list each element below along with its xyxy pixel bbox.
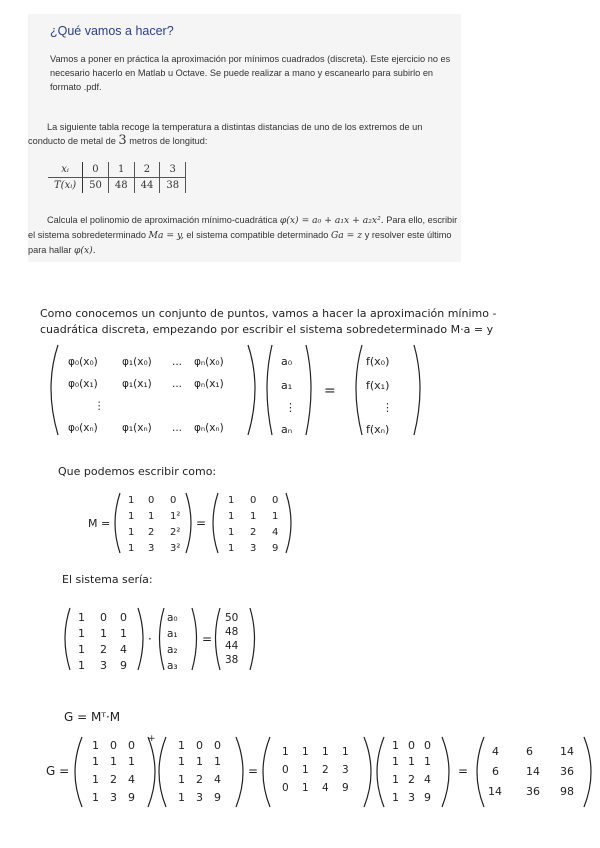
svg-text:1: 1: [100, 627, 107, 640]
svg-text:1: 1: [148, 511, 155, 522]
svg-text:1: 1: [392, 773, 399, 786]
handwritten-solution: [0, 285, 600, 848]
svg-text:3: 3: [408, 791, 415, 804]
svg-text:0: 0: [214, 739, 221, 752]
svg-text:0: 0: [148, 495, 155, 506]
svg-text:1: 1: [214, 755, 221, 768]
svg-text:1: 1: [228, 511, 235, 522]
svg-text:1: 1: [128, 527, 135, 538]
mt-matrix-1: [92, 739, 135, 804]
svg-text:f(x₀): f(x₀): [366, 355, 390, 368]
svg-text:1: 1: [128, 495, 135, 506]
svg-text:4: 4: [322, 782, 329, 794]
svg-text:1: 1: [250, 511, 257, 522]
svg-text:6: 6: [492, 765, 499, 778]
svg-text:a₀: a₀: [281, 355, 293, 368]
svg-text:1: 1: [322, 746, 329, 758]
svg-text:1: 1: [78, 611, 85, 624]
svg-text:1: 1: [178, 773, 185, 786]
svg-text:0: 0: [272, 495, 279, 506]
svg-text:0: 0: [196, 739, 203, 752]
svg-text:50: 50: [225, 612, 239, 624]
svg-text:1: 1: [196, 755, 203, 768]
svg-text:3: 3: [100, 659, 107, 672]
svg-text:2: 2: [322, 764, 329, 776]
svg-text:aₙ: aₙ: [281, 423, 293, 436]
svg-text:0: 0: [170, 495, 177, 506]
instructions-paragraph: Calcula el polinomio de aproximación mínimo-cuadrática φ(x) = a₀ + a₁x + a₂x². Para ello, escribir el sistema sobredeterminado Ma = y, el sistema compatible determinado Ga = z y resolver este último para hallar φ(x).: [28, 215, 458, 256]
svg-text:9: 9: [424, 791, 431, 804]
svg-text:φ₀(x₁): φ₀(x₁): [68, 378, 98, 390]
svg-text:⋮: ⋮: [382, 401, 393, 414]
solution-line-5: G = Mᵀ·M: [64, 710, 121, 724]
svg-text:3: 3: [148, 543, 155, 554]
svg-text:36: 36: [560, 765, 574, 778]
svg-text:f(x₁): f(x₁): [366, 379, 390, 392]
svg-text:f(xₙ): f(xₙ): [366, 423, 390, 436]
svg-text:0: 0: [120, 611, 127, 624]
page-title: ¿Qué vamos a hacer?: [50, 24, 174, 38]
svg-text:a₀: a₀: [167, 612, 178, 624]
svg-text:2: 2: [148, 527, 155, 538]
equals-sign: =: [248, 764, 259, 778]
svg-text:1: 1: [424, 755, 431, 768]
svg-text:1: 1: [272, 511, 279, 522]
svg-text:0: 0: [282, 782, 289, 794]
svg-text:2: 2: [110, 773, 117, 786]
phi-matrix: [68, 356, 224, 434]
g-label: G =: [46, 764, 70, 778]
svg-text:...: ...: [172, 378, 183, 390]
svg-text:...: ...: [172, 422, 183, 434]
table-cell: 50: [83, 178, 109, 194]
svg-text:1: 1: [128, 755, 135, 768]
svg-text:38: 38: [225, 654, 239, 666]
solution-line-1: Como conocemos un conjunto de puntos, vamos a hacer la aproximación mínimo -: [40, 307, 497, 320]
table-cell: 44: [134, 178, 160, 194]
m-label: M =: [88, 517, 111, 530]
svg-text:44: 44: [225, 640, 239, 652]
svg-text:14: 14: [488, 785, 502, 798]
svg-text:a₁: a₁: [167, 628, 178, 640]
temperature-table: [48, 162, 186, 193]
svg-text:φ₁(x₀): φ₁(x₀): [122, 356, 152, 368]
intro-paragraph: Vamos a poner en práctica la aproximación por mínimos cuadrados (discreta). Este ejercicio no es necesario hacerlo en Matlab u Octave. Se puede realizar a mano y escanearlo para subirlo en formato .pdf.: [50, 54, 451, 92]
svg-text:1: 1: [392, 791, 399, 804]
table-cell: 38: [160, 178, 186, 194]
svg-text:2: 2: [408, 773, 415, 786]
equals-sign: =: [458, 764, 469, 778]
svg-text:3²: 3²: [170, 543, 181, 554]
svg-text:2: 2: [100, 643, 107, 656]
svg-text:1: 1: [282, 746, 289, 758]
table-label-x: xᵢ: [48, 162, 83, 178]
svg-text:2: 2: [250, 527, 257, 538]
svg-text:1: 1: [128, 543, 135, 554]
y-vector: [225, 612, 239, 666]
svg-text:36: 36: [526, 785, 540, 798]
svg-text:1: 1: [92, 755, 99, 768]
svg-text:3: 3: [110, 791, 117, 804]
table-label-t: T(xᵢ): [48, 178, 83, 194]
svg-text:1: 1: [302, 746, 309, 758]
svg-text:1: 1: [408, 755, 415, 768]
transpose-mark: +: [148, 734, 156, 744]
svg-text:1: 1: [392, 755, 399, 768]
svg-text:2²: 2²: [170, 527, 181, 538]
svg-text:1: 1: [128, 511, 135, 522]
svg-text:4: 4: [272, 527, 279, 538]
svg-text:0: 0: [110, 739, 117, 752]
m-values-matrix: [228, 495, 278, 554]
coef-vector: [167, 612, 178, 672]
svg-text:a₃: a₃: [167, 660, 178, 672]
table-cell: 0: [83, 162, 109, 178]
svg-text:φ₀(xₙ): φ₀(xₙ): [68, 422, 98, 434]
svg-text:0: 0: [424, 739, 431, 752]
svg-text:0: 0: [100, 611, 107, 624]
svg-text:3: 3: [342, 764, 349, 776]
svg-text:1: 1: [92, 791, 99, 804]
svg-text:48: 48: [225, 626, 239, 638]
svg-text:4: 4: [214, 773, 221, 786]
svg-text:φ₁(x₁): φ₁(x₁): [122, 378, 152, 390]
svg-text:1: 1: [228, 527, 235, 538]
svg-text:φₙ(x₀): φₙ(x₀): [194, 356, 224, 368]
svg-text:9: 9: [272, 543, 279, 554]
svg-text:...: ...: [172, 356, 183, 368]
svg-text:1: 1: [78, 659, 85, 672]
svg-text:6: 6: [526, 745, 533, 758]
svg-text:1: 1: [178, 739, 185, 752]
svg-text:1: 1: [78, 643, 85, 656]
table-cell: 1: [108, 162, 134, 178]
equals-sign: =: [324, 383, 336, 399]
svg-text:1: 1: [302, 764, 309, 776]
multiply-dot: ·: [148, 632, 152, 646]
m-matrix-2: [178, 739, 221, 804]
svg-text:4: 4: [492, 745, 499, 758]
svg-text:1: 1: [178, 791, 185, 804]
svg-text:0: 0: [408, 739, 415, 752]
table-cell: 2: [134, 162, 160, 178]
svg-text:2: 2: [196, 773, 203, 786]
svg-text:a₁: a₁: [281, 379, 293, 392]
svg-text:1: 1: [78, 627, 85, 640]
svg-text:9: 9: [342, 782, 349, 794]
svg-text:0: 0: [282, 764, 289, 776]
svg-text:1: 1: [92, 739, 99, 752]
svg-text:14: 14: [526, 765, 540, 778]
svg-text:98: 98: [560, 785, 574, 798]
svg-text:9: 9: [120, 659, 127, 672]
svg-text:φ₁(xₙ): φ₁(xₙ): [122, 422, 152, 434]
m-powers-matrix: [128, 495, 180, 554]
svg-text:φ₀(x₀): φ₀(x₀): [68, 356, 98, 368]
table-cell: 48: [108, 178, 134, 194]
svg-text:a₂: a₂: [167, 644, 178, 656]
svg-text:9: 9: [128, 791, 135, 804]
svg-text:1: 1: [228, 543, 235, 554]
svg-text:1: 1: [178, 755, 185, 768]
m-matrix-3: [392, 739, 431, 804]
svg-text:1: 1: [302, 782, 309, 794]
equals-sign: =: [196, 516, 207, 530]
solution-line-3: Que podemos escribir como:: [58, 465, 217, 478]
f-vector: [366, 355, 393, 436]
svg-text:1: 1: [342, 746, 349, 758]
svg-text:1: 1: [110, 755, 117, 768]
svg-text:⋮: ⋮: [285, 401, 296, 414]
a-vector: [281, 355, 296, 436]
svg-text:3: 3: [196, 791, 203, 804]
svg-text:14: 14: [560, 745, 574, 758]
svg-text:φₙ(x₁): φₙ(x₁): [194, 378, 224, 390]
svg-text:1: 1: [392, 739, 399, 752]
equals-sign: =: [202, 632, 213, 646]
svg-text:1: 1: [228, 495, 235, 506]
table-description: La siguiente tabla recoge la temperatura a distintas distancias de uno de los extremos de un conducto de metal de 3 metros de longitud:: [28, 122, 423, 148]
svg-text:9: 9: [214, 791, 221, 804]
svg-text:⋮: ⋮: [94, 400, 105, 412]
solution-line-2: cuadrática discreta, empezando por escribir el sistema sobredeterminado M·a = y: [40, 323, 494, 336]
svg-text:1²: 1²: [170, 511, 181, 522]
svg-text:φₙ(xₙ): φₙ(xₙ): [194, 422, 224, 434]
svg-text:0: 0: [250, 495, 257, 506]
svg-text:3: 3: [250, 543, 257, 554]
svg-text:1: 1: [92, 773, 99, 786]
solution-line-4: El sistema sería:: [62, 573, 153, 586]
mt-matrix: [282, 746, 349, 794]
svg-text:0: 0: [128, 739, 135, 752]
system-m-matrix: [78, 611, 127, 672]
svg-text:4: 4: [424, 773, 431, 786]
svg-text:4: 4: [128, 773, 135, 786]
svg-text:1: 1: [120, 627, 127, 640]
table-cell: 3: [160, 162, 186, 178]
g-matrix: [488, 745, 574, 798]
svg-text:4: 4: [120, 643, 127, 656]
